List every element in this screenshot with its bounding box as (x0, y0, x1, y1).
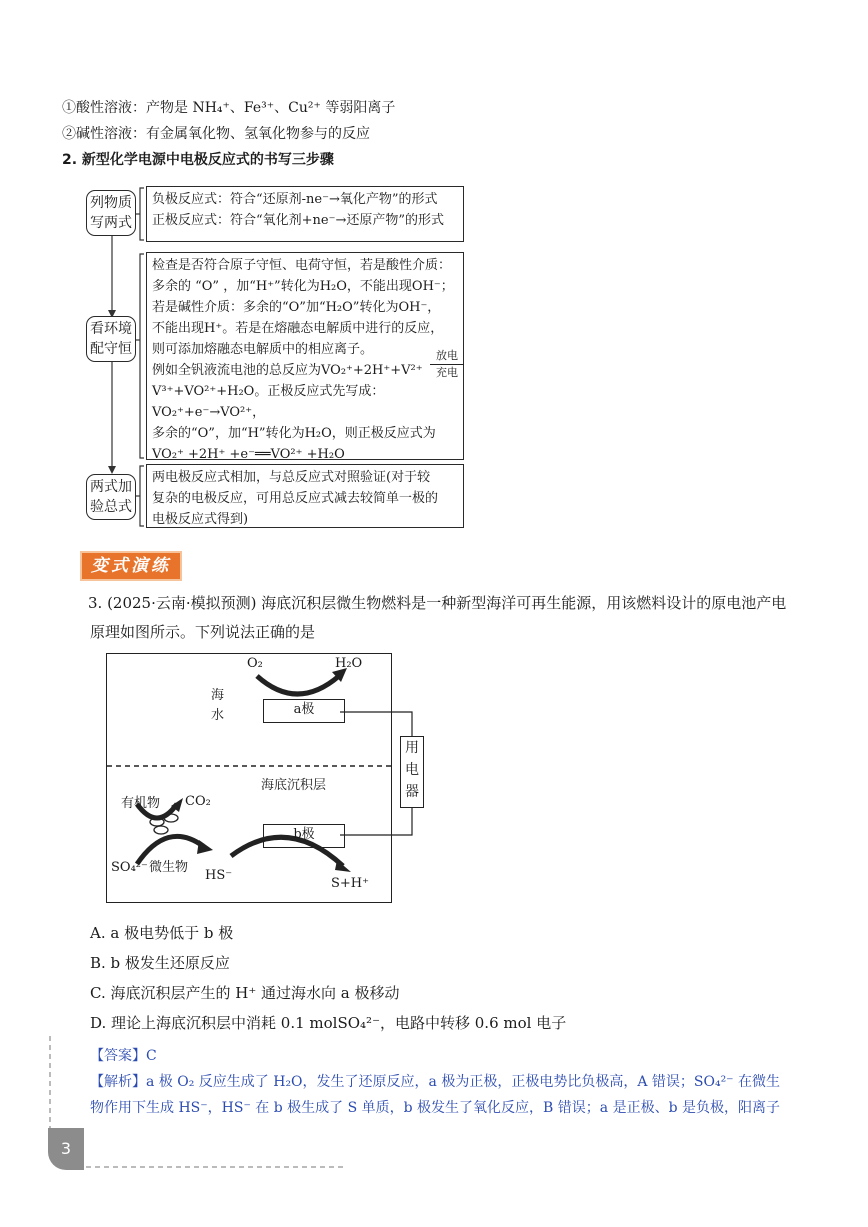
organic-label: 有机物 (121, 796, 161, 811)
step3-box (146, 464, 464, 528)
so4-label: SO₄²⁻ (111, 860, 148, 875)
step2-label-line1: 看环境 (90, 321, 132, 337)
step1-label (86, 190, 136, 236)
analysis-line2: 物作用下生成 HS⁻，HS⁻ 在 b 极生成了 S 单质，b 极发生了氧化反应，B 错误；a 是正极、b 是负极，阳离子 (90, 1100, 780, 1116)
step2-line: 不能出现H⁺。若是在熔融态电解质中进行的反应， (152, 321, 444, 336)
sediment-label: 海底沉积层 (261, 778, 327, 793)
device-label: 电 (405, 762, 419, 778)
step1-label-line2: 写两式 (90, 215, 132, 231)
arrow-line (430, 364, 464, 365)
step3-line: 电极反应式得到) (152, 512, 249, 527)
analysis-line1: 【解析】a 极 O₂ 反应生成了 H₂O，发生了还原反应，a 极为正极，正极电势比负极高，A 错误；SO₄²⁻ 在微生 (90, 1074, 781, 1090)
electric-device (400, 736, 424, 808)
step2-line: 若是碱性介质：多余的“O”加“H₂O”转化为OH⁻， (152, 300, 441, 315)
step3-label (86, 474, 136, 520)
option-d[interactable]: D. 理论上海底沉积层中消耗 0.1 molSO₄²⁻，电路中转移 0.6 mol 电子 (90, 1014, 567, 1032)
circuit-wires (340, 700, 450, 850)
seawater-label-1: 海 (211, 688, 225, 703)
step1-line: 正极反应式：符合“氧化剂+ne⁻→还原产物”的形式 (152, 213, 445, 228)
step1-line: 负极反应式：符合“还原剂-ne⁻→氧化产物”的形式 (152, 192, 438, 207)
step2-box (146, 252, 464, 460)
step3-line: 复杂的电极反应，可用总反应式减去较简单一极的 (152, 491, 439, 506)
arrow-label-bottom: 充电 (436, 366, 458, 379)
arrow-label-top: 放电 (436, 349, 458, 362)
step1-label-line1: 列物质 (90, 195, 132, 211)
step2-line: 则可添加熔融态电解质中的相应离子。 (152, 342, 374, 357)
step3-label-line1: 两式加 (90, 479, 132, 495)
step2-line: 多余的“O”，加“H”转化为H₂O，则正极反应式为 (152, 426, 436, 441)
question-line2: 原理如图所示。下列说法正确的是 (90, 623, 316, 641)
step2-line: 例如全钒液流电池的总反应为VO₂⁺+2H⁺+V²⁺ (152, 363, 423, 378)
device-label: 器 (405, 784, 419, 800)
step3-line: 两电极反应式相加，与总反应式对照验证(对于较 (152, 470, 431, 485)
product-label: S+H⁺ (331, 876, 369, 891)
option-a[interactable]: A. a 极电势低于 b 极 (90, 924, 234, 942)
answer-label: 【答案】C (90, 1048, 157, 1064)
rule-acid: ①酸性溶液：产物是 NH₄⁺、Fe³⁺、Cu²⁺ 等弱阳离子 (62, 100, 396, 116)
banner-label: 变式演练 (91, 556, 171, 576)
step2-line: VO₂⁺ +2H⁺ +e⁻══VO²⁺ +H₂O (152, 447, 345, 462)
option-b[interactable]: B. b 极发生还原反应 (90, 954, 230, 972)
rule-base: ②碱性溶液：有金属氧化物、氢氧化物参与的反应 (62, 126, 370, 142)
device-label: 用 (405, 740, 419, 756)
section-title: 2. 新型化学电源中电极反应式的书写三步骤 (62, 152, 334, 168)
electrode-a: a极 (263, 699, 345, 723)
co2-label: CO₂ (185, 794, 211, 809)
step3-label-line2: 验总式 (90, 499, 132, 515)
practice-banner (80, 551, 182, 581)
step2-line: V³⁺+VO²⁺+H₂O。正极反应式先写成：VO₂⁺+e⁻→VO²⁺， (152, 384, 385, 420)
step2-line: 多余的 “O” ，加“H⁺”转化为H₂O，不能出现OH⁻； (152, 279, 454, 294)
page-tab (48, 1128, 84, 1170)
option-c[interactable]: C. 海底沉积层产生的 H⁺ 通过海水向 a 极移动 (90, 984, 400, 1002)
page-number: 3 (60, 1139, 72, 1158)
step1-box (146, 186, 464, 242)
o2-label: O₂ (247, 656, 263, 671)
electrode-b: b极 (263, 824, 345, 848)
step2-label (86, 316, 136, 362)
h2o-label: H₂O (335, 656, 363, 671)
reversible-arrow (430, 350, 464, 379)
step2-line: 检查是否符合原子守恒、电荷守恒，若是酸性介质： (152, 258, 452, 273)
question-line1: 3. (2025·云南·模拟预测) 海底沉积层微生物燃料是一种新型海洋可再生能源，用该燃料设计的原电池产电 (88, 594, 787, 612)
microbe-label: 微生物 (149, 860, 189, 875)
step2-label-line2: 配守恒 (90, 341, 132, 357)
hs-label: HS⁻ (205, 868, 233, 883)
seawater-label-2: 水 (211, 708, 225, 723)
